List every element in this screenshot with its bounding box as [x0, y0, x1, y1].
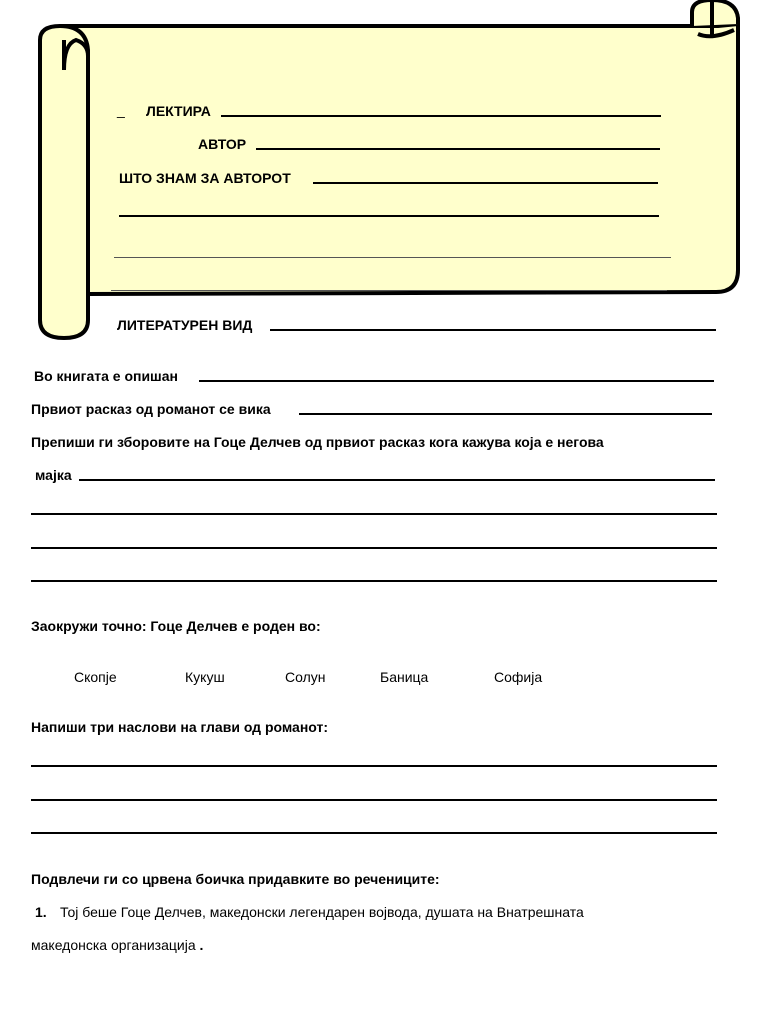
option-kukush[interactable]: Кукуш [185, 669, 225, 685]
option-sofija[interactable]: Софија [494, 669, 543, 685]
option-solun[interactable]: Солун [285, 669, 326, 685]
avtor-label: АВТОР [198, 136, 247, 152]
sentence-end: . [199, 937, 204, 953]
shto-znam-field-line-4[interactable] [111, 290, 667, 291]
title-field-3[interactable] [31, 832, 717, 834]
prepishi-label-line-2: мајка [35, 467, 72, 483]
opishan-field[interactable] [199, 380, 714, 382]
circle-task-prompt: Заокружи точно: Гоце Делчев е роден во: [31, 618, 321, 634]
sentence-line-2[interactable] [31, 937, 203, 953]
sentence-line-2-text: македонска организација [31, 937, 196, 953]
scroll-dash: _ [117, 102, 125, 118]
opishan-label: Во книгата е опишан [34, 368, 178, 384]
sentence-line-1[interactable]: Тој беше Гоце Делчев, македонски легендарен војвода, душата на Внатрешната [60, 904, 584, 920]
shto-znam-field-line-2[interactable] [119, 215, 659, 217]
prviot-raskaz-label: Првиот расказ од романот се вика [31, 401, 271, 417]
prepishi-field-line-1[interactable] [79, 479, 715, 481]
scroll-banner [0, 0, 768, 345]
prepishi-label-line-1: Препиши ги зборовите на Гоце Делчев од првиот расказ кога кажува која е негова [31, 434, 604, 450]
lektira-label: ЛЕКТИРА [146, 103, 211, 119]
option-banica[interactable]: Баница [380, 669, 429, 685]
literaturen-vid-field[interactable] [270, 329, 716, 331]
titles-task-prompt: Напиши три наслови на глави од романот: [31, 719, 329, 735]
shto-znam-field-line-3[interactable] [114, 257, 671, 258]
prepishi-field-line-3[interactable] [31, 547, 717, 549]
sentence-number: 1. [35, 904, 47, 920]
prepishi-field-line-2[interactable] [31, 513, 717, 515]
shto-znam-field[interactable] [313, 182, 658, 184]
avtor-field[interactable] [256, 148, 660, 150]
title-field-1[interactable] [31, 765, 717, 767]
underline-task-prompt: Подвлечи ги со црвена боичка придавките во речениците: [31, 871, 440, 887]
lektira-field[interactable] [221, 115, 661, 117]
literaturen-vid-label: ЛИТЕРАТУРЕН ВИД [117, 317, 253, 333]
prviot-raskaz-field[interactable] [299, 413, 712, 415]
title-field-2[interactable] [31, 799, 717, 801]
option-skopje[interactable]: Скопје [74, 669, 117, 685]
prepishi-field-line-4[interactable] [31, 580, 717, 582]
shto-znam-label: ШТО ЗНАМ ЗА АВТОРОТ [119, 170, 291, 186]
